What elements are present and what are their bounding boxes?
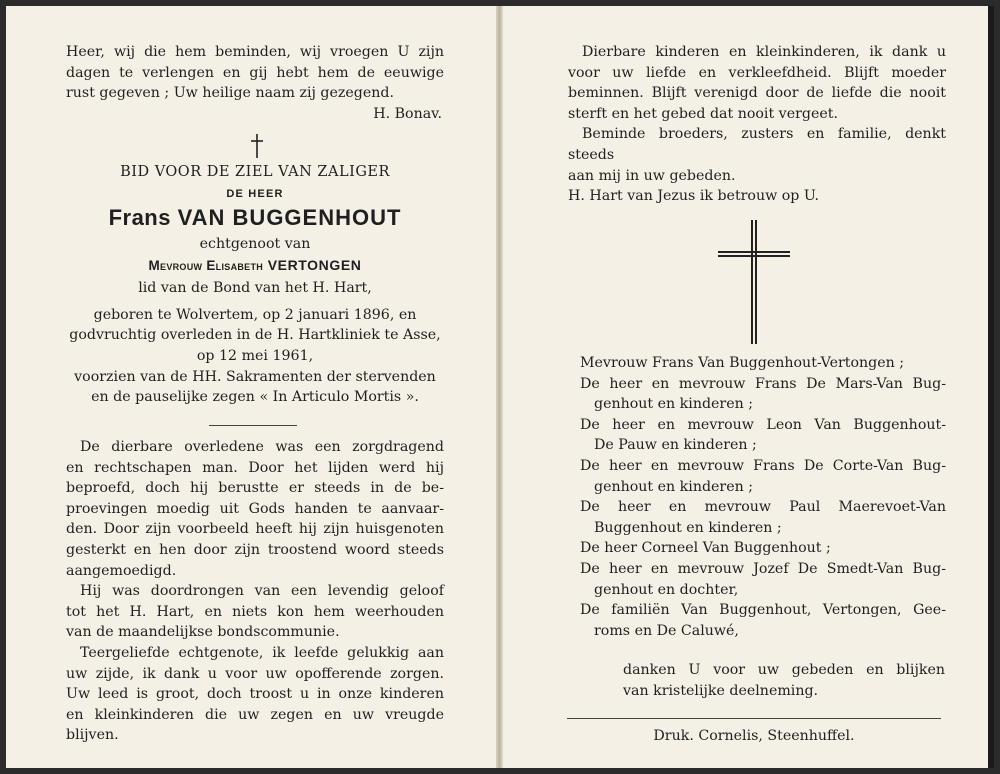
eulogy-line: tot het H. Hart, en niets kon hem weerhouden <box>66 603 444 620</box>
spouse-name <box>66 254 444 277</box>
family-entry-cont: genhout en dochter, <box>594 581 739 598</box>
family-entry-cont: roms en De Caluwé, <box>594 622 739 639</box>
born-line: geboren te Wolvertem, op 2 januari 1896, en <box>93 306 417 323</box>
prayer-line: Heer, wij die hem beminden, wij vroegen U zijn <box>66 44 444 60</box>
card-edge <box>988 6 994 768</box>
prayer-line: rust gegeven ; Uw heilige naam zij gezegend. <box>66 85 394 102</box>
family-entry: De heer en mevrouw Frans De Mars-Van Bug- <box>580 375 946 392</box>
family-entry-cont: genhout en kinderen ; <box>594 396 754 413</box>
eulogy-line: Hij was doordrongen van een levendig geloof <box>80 583 444 600</box>
opening-prayer <box>66 42 444 124</box>
divider <box>209 425 297 426</box>
left-page <box>6 6 496 768</box>
prayer-author: H. Bonav. <box>373 105 442 122</box>
farewell-line: Beminde broeders, zusters en familie, denkt steeds <box>568 126 946 163</box>
farewell-text <box>568 42 946 207</box>
family-entry: De heer en mevrouw Jozef De Smedt-Van Bug- <box>580 560 946 577</box>
eulogy-line: Uw leed is groot, doch troost u in onze kinderen <box>66 686 444 703</box>
eulogy-line: en kleinkinderen die uw zegen en uw vreugde <box>66 706 444 723</box>
farewell-line: voor uw liefde en verkleefdheid. Blijft moeder <box>568 64 946 81</box>
eulogy-line: van de maandelijkse bondscommunie. <box>66 624 340 641</box>
memorial-card <box>6 6 994 768</box>
cross-icon <box>716 218 792 346</box>
eulogy <box>66 437 444 746</box>
family-entry: De heer en mevrouw Frans De Corte-Van Bug- <box>580 457 946 474</box>
farewell-line: sterft en het gebed dat nooit vergeet. <box>568 105 838 122</box>
eulogy-line: beproefd, doch hij berustte er steeds in de be- <box>66 480 444 497</box>
thanks-line: van kristelijke deelneming. <box>623 682 819 699</box>
eulogy-line: en rechtschapen man. Door het lijden werd hij <box>66 459 444 476</box>
eulogy-line: aangemoedigd. <box>66 562 177 579</box>
spouse-first-name: Mevrouw Elisabeth <box>148 258 264 274</box>
spouse-last-name: VERTONGEN <box>267 257 362 274</box>
printer-credit <box>567 726 941 747</box>
spouse-intro: echtgenoot van <box>199 235 311 252</box>
thanks-line: danken U voor uw gebeden en blijken <box>623 662 945 678</box>
deceased-name <box>66 203 444 233</box>
farewell-line: H. Hart van Jezus ik betrouw op U. <box>568 188 820 205</box>
bottom-rule <box>567 718 941 719</box>
eulogy-line: Teergeliefde echtgenote, ik leefde gelukkig aan <box>80 644 444 661</box>
eulogy-line: proevingen moedig uit Gods handen te aanvaar- <box>66 500 444 517</box>
thanks-text <box>623 660 945 701</box>
sacraments-line: en de pauselijke zegen « In Articulo Mortis ». <box>91 389 419 406</box>
deceased-last-name: VAN BUGGENHOUT <box>177 204 402 230</box>
family-entry-cont: Buggenhout en kinderen ; <box>594 519 782 536</box>
eulogy-line: gesterkt en hen door zijn troostend woord steeds <box>66 541 444 558</box>
family-entry: De heer Corneel Van Buggenhout ; <box>580 540 831 557</box>
family-entry-cont: De Pauw en kinderen ; <box>594 437 757 454</box>
eulogy-line: uw zijde, ik dank u voor uw opofferende zorgen. <box>66 665 444 682</box>
deceased-first-name: Frans <box>108 204 171 230</box>
eulogy-line: den. Door zijn voorbeeld heeft hij zijn huisgenoten <box>66 521 444 538</box>
prayer-line: dagen te verlengen en gij hebt hem de eeuwige <box>66 64 444 81</box>
member-line: lid van de Bond van het H. Hart, <box>138 280 372 297</box>
family-entry-cont: genhout en kinderen ; <box>594 478 754 495</box>
page-fold <box>496 6 503 768</box>
eulogy-line: blijven. <box>66 727 119 744</box>
deceased-announcement <box>66 162 444 408</box>
farewell-line: Dierbare kinderen en kleinkinderen, ik dank u <box>582 44 946 60</box>
printer-name: Druk. Cornelis, Steenhuffel. <box>653 728 855 744</box>
small-cross-icon <box>249 133 265 159</box>
family-entry: De familiën Van Buggenhout, Vertongen, Gee- <box>580 602 946 619</box>
eulogy-line: De dierbare overledene was een zorgdragend <box>80 439 444 455</box>
family-list <box>580 353 946 641</box>
farewell-line: beminnen. Blijft verenigd door de liefde die nooit <box>568 85 946 102</box>
de-heer-label: DE HEER <box>226 187 284 200</box>
right-page <box>503 6 994 768</box>
died-line: godvruchtig overleden in de H. Hartkliniek te Asse, <box>69 327 441 344</box>
family-entry: De heer en mevrouw Leon Van Buggenhout- <box>580 416 946 433</box>
died-date: op 12 mei 1961, <box>196 347 314 364</box>
family-entry: De heer en mevrouw Paul Maerevoet-Van <box>580 499 946 516</box>
bid-line: BID VOOR DE ZIEL VAN ZALIGER <box>120 164 390 180</box>
sacraments-line: voorzien van de HH. Sakramenten der stervenden <box>74 368 436 385</box>
farewell-line: aan mij in uw gebeden. <box>568 167 736 184</box>
family-entry: Mevrouw Frans Van Buggenhout-Vertongen ; <box>580 355 905 371</box>
